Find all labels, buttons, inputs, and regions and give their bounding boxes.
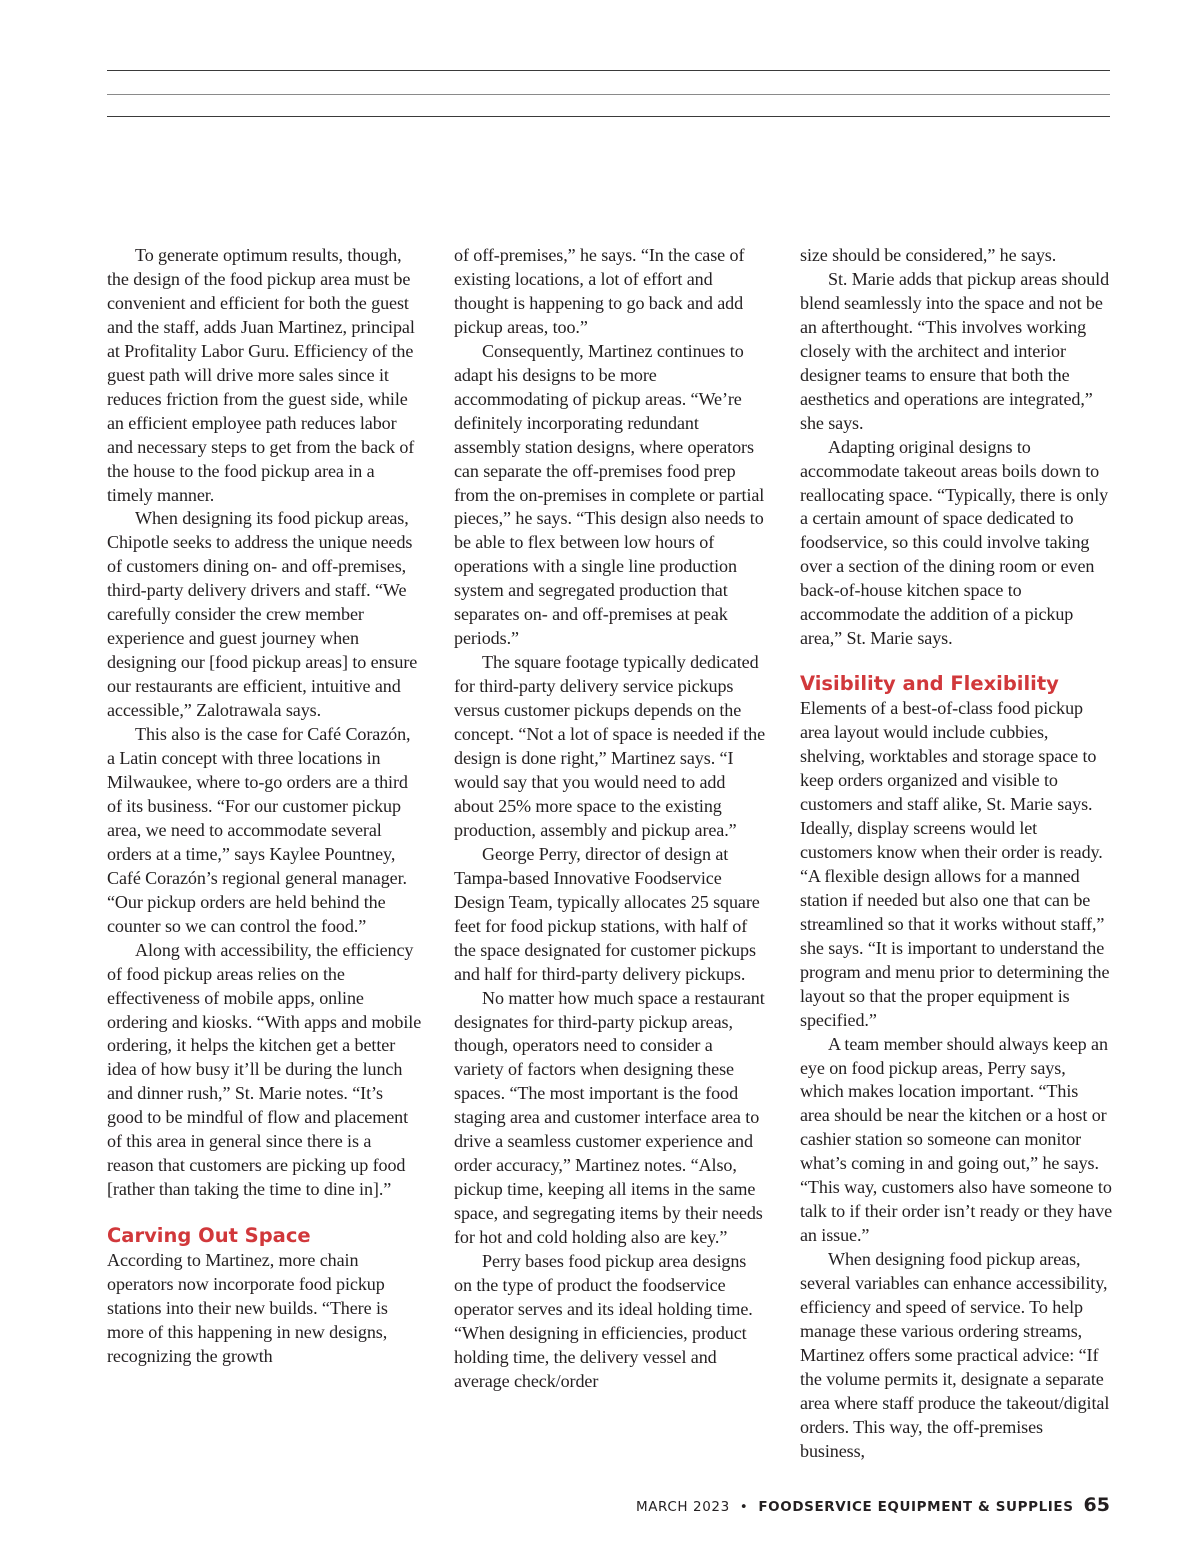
header-rule-middle (107, 94, 1110, 95)
article-paragraph: When designing its food pickup areas, Chipotle seeks to address the unique needs of customers dining on- and off-premises, third-party delivery drivers and staff. “We carefully consider the crew member experience and guest journey when designing our [food pickup areas] to ensure our restaurants are efficient, intuitive and accessible,” Zalotrawala says. (107, 508, 418, 721)
footer-date: MARCH 2023 (635, 1499, 730, 1515)
article-paragraph: St. Marie adds that pickup areas should blend seamlessly into the space and not be an afterthought. “This involves working closely with the architect and interior designer teams to ensure that both the aesthetics and operations are integrated,” she says. (800, 268, 1110, 433)
article-column-2 (454, 244, 766, 1394)
article-paragraph: Adapting original designs to accommodate takeout areas boils down to reallocating space. “Typically, there is only a certain amount of space dedicated to foodservice, so this could involve taking over a section of the dining room or even back-of-house kitchen space to accommodate the addition of a pickup area,” St. Marie says. (800, 436, 1109, 649)
article-column-1 (107, 244, 422, 1369)
article-paragraph: No matter how much space a restaurant designates for third-party pickup areas, though, operators need to consider a variety of factors when designing these spaces. “The most important is the food staging area and customer interface area to drive a seamless customer experience and order accuracy,” Martinez notes. “Also, pickup time, keeping all items in the same space, and segregating items by their needs for hot and cold holding also are key.” (454, 987, 765, 1248)
page-number: 65 (1083, 1494, 1110, 1516)
article-paragraph: To generate optimum results, though, the design of the food pickup area must be convenient and efficient for both the guest and the staff, adds Juan Martinez, principal at Profitality Labor Guru. Efficiency of the guest path will drive more sales since it reduces friction from the guest side, while an efficient employee path reduces labor and necessary steps to get from the back of the house to the food pickup area in a timely manner. (107, 245, 415, 505)
section-heading: Carving Out Space (107, 1224, 311, 1248)
article-paragraph: When designing food pickup areas, several variables can enhance accessibility, efficiency and speed of service. To help manage these various ordering streams, Martinez offers some practical advice: “If the volume permits it, designate a separate area where staff produce the takeout/digital orders. This way, the off-premises business, (800, 1249, 1110, 1461)
article-paragraph: Consequently, Martinez continues to adapt his designs to be more accommodating of pickup areas. “We’re definitely incorporating redundant assembly station designs, where operators can separate the off-premises food prep from the on-premises in complete or partial pieces,” he says. “This design also needs to be able to flex between low hours of operations with a single line production system and segregated production that separates on- and off-premises at peak periods.” (454, 340, 765, 649)
article-paragraph: Along with accessibility, the efficiency of food pickup areas relies on the effectiveness of mobile apps, online ordering and kiosks. “With apps and mobile ordering, it helps the kitchen get a better idea of how busy it’ll be during the lunch and dinner rush,” St. Marie notes. “It’s good to be mindful of flow and placement of this area in general since there is a reason that customers are picking up food [rather than taking the time to dine in].” (107, 939, 422, 1200)
footer-publication: FOODSERVICE EQUIPMENT & SUPPLIES (758, 1499, 1074, 1515)
footer-separator: • (739, 1499, 749, 1515)
article-paragraph: Elements of a best-of-class food pickup area layout would include cubbies, shelving, worktables and storage space to keep orders organized and visible to customers and staff alike, St. Marie says. Ideally, display screens would let customers know when their order is ready. “A flexible design allows for a manned station if needed but also one that can be streamlined so that it works without staff,” she says. “It is important to understand the program and menu prior to determining the layout so that the proper equipment is specified.” (800, 698, 1110, 1030)
article-paragraph: The square footage typically dedicated for third-party delivery service pickups versus customer pickups depends on the concept. “Not a lot of space is needed if the design is done right,” Martinez says. “I would say that you would need to add about 25% more space to the existing production, assembly and pickup area.” (454, 652, 766, 840)
article-paragraph: According to Martinez, more chain operators now incorporate food pickup stations into their new builds. “There is more of this happening in new designs, recognizing the growth (107, 1250, 388, 1366)
article-column-3 (800, 244, 1112, 1464)
section-heading: Visibility and Flexibility (800, 672, 1059, 696)
article-paragraph: size should be considered,” he says. (800, 245, 1057, 265)
article-paragraph: Perry bases food pickup area designs on the type of product the foodservice operator serves and its ideal holding time. “When designing in efficiencies, product holding time, the delivery vessel and average check/order (454, 1251, 753, 1391)
header-rule-bottom (107, 116, 1110, 117)
article-paragraph: A team member should always keep an eye on food pickup areas, Perry says, which makes location important. “This area should be near the kitchen or a host or cashier station so someone can monitor what’s coming in and going out,” he says. “This way, customers also have someone to talk to if their order isn’t ready or they have an issue.” (800, 1033, 1113, 1246)
article-paragraph: This also is the case for Café Corazón, a Latin concept with three locations in Milwaukee, where to-go orders are a third of its business. “For our customer pickup area, we need to accommodate several orders at a time,” says Kaylee Pountney, Café Corazón’s regional general manager. “Our pickup orders are held behind the counter so we can control the food.” (107, 724, 411, 936)
header-rule-top (107, 70, 1110, 71)
article-paragraph: George Perry, director of design at Tampa-based Innovative Foodservice Design Team, typically allocates 25 square feet for food pickup stations, with half of the space designated for customer pickups and half for third-party delivery pickups. (454, 843, 760, 984)
article-paragraph: of off-premises,” he says. “In the case of existing locations, a lot of effort and thought is happening to go back and add pickup areas, too.” (454, 245, 745, 337)
page-footer (636, 1494, 1110, 1516)
